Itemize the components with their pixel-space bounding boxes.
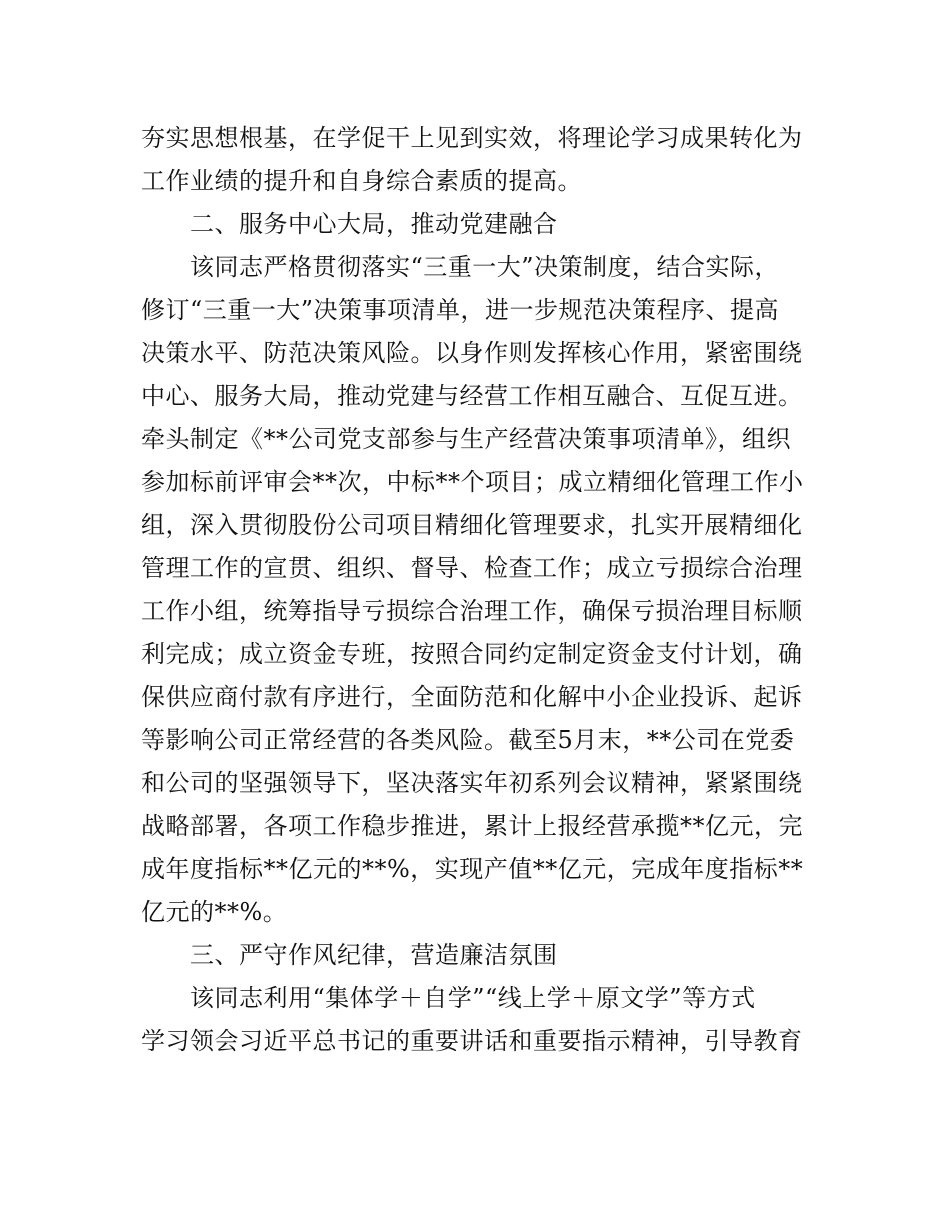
paragraph-line: 组，深入贯彻股份公司项目精细化管理要求，扎实开展精细化 — [141, 511, 803, 539]
paragraph-line: 利完成；成立资金专班，按照合同约定制定资金支付计划，确 — [141, 640, 803, 668]
paragraph-line: 决策水平、防范决策风险。以身作则发挥核心作用，紧密围绕 — [141, 339, 803, 367]
paragraph-line: 参加标前评审会**次，中标**个项目；成立精细化管理工作小 — [141, 468, 804, 496]
paragraph-line: 修订“三重一大”决策事项清单，进一步规范决策程序、提高 — [141, 296, 780, 324]
paragraph-line: 该同志利用“集体学＋自学”“线上学＋原文学”等方式 — [190, 984, 756, 1012]
paragraph-line: 和公司的坚强领导下，坚决落实年初系列会议精神，紧紧围绕 — [141, 769, 803, 797]
paragraph-line: 亿元的**%。 — [141, 898, 288, 926]
section-heading: 三、严守作风纪律，营造廉洁氛围 — [190, 941, 558, 969]
paragraph-line: 等影响公司正常经营的各类风险。截至5月末，**公司在党委 — [141, 726, 795, 754]
paragraph-line: 牵头制定《**公司党支部参与生产经营决策事项清单》，组织 — [141, 425, 791, 453]
paragraph-line: 工作小组，统筹指导亏损综合治理工作，确保亏损治理目标顺 — [141, 597, 803, 625]
paragraph-line: 该同志严格贯彻落实“三重一大”决策制度，结合实际， — [190, 253, 780, 281]
paragraph-line: 成年度指标**亿元的**%，实现产值**亿元，完成年度指标** — [141, 855, 804, 883]
paragraph-line: 管理工作的宣贯、组织、督导、检查工作；成立亏损综合治理 — [141, 554, 803, 582]
paragraph-line: 战略部署，各项工作稳步推进，累计上报经营承揽**亿元，完 — [141, 812, 803, 840]
paragraph-line: 工作业绩的提升和自身综合素质的提高。 — [141, 167, 582, 195]
paragraph-line: 保供应商付款有序进行，全面防范和化解中小企业投诉、起诉 — [141, 683, 803, 711]
paragraph-line: 学习领会习近平总书记的重要讲话和重要指示精神，引导教育 — [141, 1027, 803, 1055]
paragraph-line: 中心、服务大局，推动党建与经营工作相互融合、互促互进。 — [141, 382, 803, 410]
paragraph-line: 夯实思想根基，在学促干上见到实效，将理论学习成果转化为 — [141, 124, 803, 152]
section-heading: 二、服务中心大局，推动党建融合 — [190, 210, 558, 238]
